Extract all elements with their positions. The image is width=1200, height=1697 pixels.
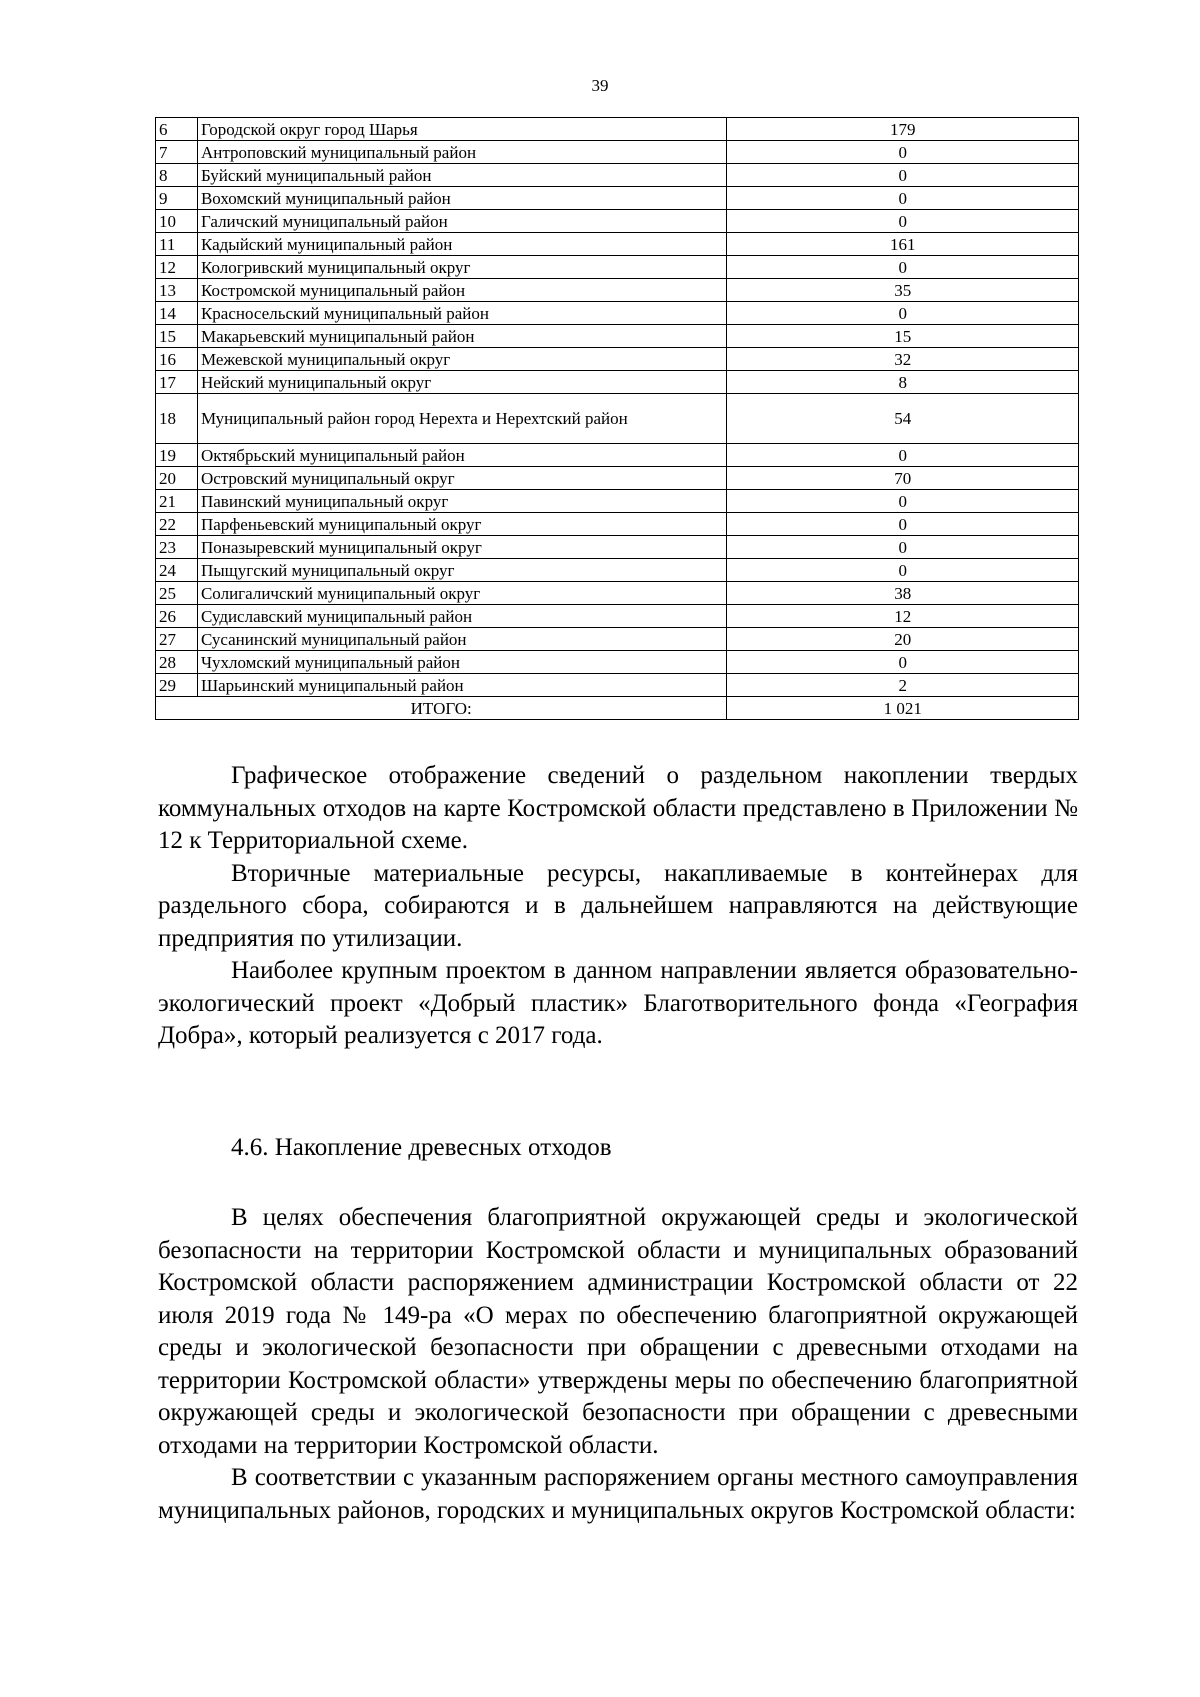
total-label-cell: ИТОГО: (156, 697, 727, 720)
row-number-cell: 17 (156, 371, 198, 394)
row-number-cell: 22 (156, 513, 198, 536)
table-row (156, 536, 1079, 559)
municipality-name-cell: Муниципальный район город Нерехта и Нерехтский район (197, 394, 726, 444)
table-row (156, 467, 1079, 490)
table-row (156, 628, 1079, 651)
value-cell: 0 (727, 513, 1079, 536)
value-cell: 0 (727, 164, 1079, 187)
row-number-cell: 11 (156, 233, 198, 256)
row-number-cell: 25 (156, 582, 198, 605)
municipality-name-cell: Костромской муниципальный район (197, 279, 726, 302)
paragraph-separate-collection-map: Графическое отображение сведений о раздельном накоплении твердых коммунальных отходов на карте Костромской области представлено в Приложении № 12 к Территориальной схеме. (158, 762, 1078, 854)
table-row (156, 651, 1079, 674)
value-cell: 0 (727, 141, 1079, 164)
total-value-cell: 1 021 (727, 697, 1079, 720)
row-number-cell: 12 (156, 256, 198, 279)
table-row (156, 605, 1079, 628)
value-cell: 2 (727, 674, 1079, 697)
row-number-cell: 29 (156, 674, 198, 697)
table-row (156, 348, 1079, 371)
page-number: 39 (591, 76, 609, 95)
row-number-cell: 14 (156, 302, 198, 325)
row-number-cell: 16 (156, 348, 198, 371)
table-row (156, 371, 1079, 394)
paragraph-wood-waste-order: В целях обеспечения благоприятной окружающей среды и экологической безопасности на территории Костромской области и муниципальных образований Костромской области распоряжением администрации Костромской области от 22 июля 2019 года № 149-ра «О мерах по обеспечению благоприятной окружающей среды и экологической безопасности при обращении с древесными отходами на территории Костромской области» утверждены меры по обеспечению благоприятной окружающей среды и экологической безопасности при обращении с древесными отходами на территории Костромской области. (158, 1204, 1078, 1459)
row-number-cell: 9 (156, 187, 198, 210)
value-cell: 15 (727, 325, 1079, 348)
municipality-name-cell: Шарьинский муниципальный район (197, 674, 726, 697)
text-block-lower (158, 1202, 1078, 1527)
municipality-name-cell: Судиславский муниципальный район (197, 605, 726, 628)
value-cell: 35 (727, 279, 1079, 302)
paragraph-dobry-plastik: Наиболее крупным проектом в данном направлении является образовательно-экологический проект «Добрый пластик» Благотворительного фонда «География Добра», который реализуется с 2017 года. (158, 957, 1078, 1049)
table-row (156, 210, 1079, 233)
row-number-cell: 6 (156, 118, 198, 141)
row-number-cell: 8 (156, 164, 198, 187)
table-row (156, 302, 1079, 325)
table-row (156, 187, 1079, 210)
value-cell: 54 (727, 394, 1079, 444)
municipality-name-cell: Вохомский муниципальный район (197, 187, 726, 210)
table-row (156, 490, 1079, 513)
table-row (156, 559, 1079, 582)
table-row (156, 444, 1079, 467)
municipality-name-cell: Антроповский муниципальный район (197, 141, 726, 164)
row-number-cell: 13 (156, 279, 198, 302)
municipality-name-cell: Парфеньевский муниципальный округ (197, 513, 726, 536)
municipality-name-cell: Чухломский муниципальный район (197, 651, 726, 674)
row-number-cell: 21 (156, 490, 198, 513)
row-number-cell: 19 (156, 444, 198, 467)
table-row (156, 118, 1079, 141)
section-heading: 4.6. Накопление древесных отходов (231, 1134, 612, 1161)
municipality-name-cell: Буйский муниципальный район (197, 164, 726, 187)
value-cell: 12 (727, 605, 1079, 628)
paragraph-local-authorities: В соответствии с указанным распоряжением органы местного самоуправления муниципальных районов, городских и муниципальных округов Костромской области: (158, 1464, 1078, 1524)
value-cell: 32 (727, 348, 1079, 371)
value-cell: 0 (727, 559, 1079, 582)
value-cell: 0 (727, 210, 1079, 233)
value-cell: 0 (727, 187, 1079, 210)
row-number-cell: 18 (156, 394, 198, 444)
row-number-cell: 7 (156, 141, 198, 164)
table-row (156, 256, 1079, 279)
table-row (156, 394, 1079, 444)
value-cell: 0 (727, 302, 1079, 325)
municipality-name-cell: Макарьевский муниципальный район (197, 325, 726, 348)
municipality-name-cell: Октябрьский муниципальный район (197, 444, 726, 467)
municipality-name-cell: Пыщугский муниципальный округ (197, 559, 726, 582)
municipality-name-cell: Кологривский муниципальный округ (197, 256, 726, 279)
municipality-name-cell: Островский муниципальный округ (197, 467, 726, 490)
row-number-cell: 15 (156, 325, 198, 348)
value-cell: 0 (727, 444, 1079, 467)
table-row (156, 513, 1079, 536)
text-block-upper (158, 760, 1078, 1053)
municipality-name-cell: Поназыревский муниципальный округ (197, 536, 726, 559)
table-total-row (156, 697, 1079, 720)
table-row (156, 582, 1079, 605)
table-row (156, 141, 1079, 164)
table-row (156, 325, 1079, 348)
value-cell: 20 (727, 628, 1079, 651)
paragraph-secondary-resources: Вторичные материальные ресурсы, накапливаемые в контейнерах для раздельного сбора, собираются и в дальнейшем направляются на действующие предприятия по утилизации. (158, 859, 1078, 952)
municipality-name-cell: Нейский муниципальный округ (197, 371, 726, 394)
table-body (156, 118, 1079, 720)
value-cell: 0 (727, 490, 1079, 513)
row-number-cell: 28 (156, 651, 198, 674)
municipality-name-cell: Красносельский муниципальный район (197, 302, 726, 325)
municipality-name-cell: Межевской муниципальный округ (197, 348, 726, 371)
data-table (155, 117, 1079, 720)
row-number-cell: 23 (156, 536, 198, 559)
table-row (156, 674, 1079, 697)
municipality-name-cell: Павинский муниципальный округ (197, 490, 726, 513)
row-number-cell: 27 (156, 628, 198, 651)
municipality-name-cell: Сусанинский муниципальный район (197, 628, 726, 651)
municipality-name-cell: Городской округ город Шарья (197, 118, 726, 141)
value-cell: 38 (727, 582, 1079, 605)
value-cell: 0 (727, 536, 1079, 559)
row-number-cell: 24 (156, 559, 198, 582)
municipality-name-cell: Кадыйский муниципальный район (197, 233, 726, 256)
table-row (156, 164, 1079, 187)
value-cell: 8 (727, 371, 1079, 394)
value-cell: 0 (727, 651, 1079, 674)
table-row (156, 279, 1079, 302)
municipality-name-cell: Галичский муниципальный район (197, 210, 726, 233)
municipality-name-cell: Солигаличский муниципальный округ (197, 582, 726, 605)
row-number-cell: 20 (156, 467, 198, 490)
value-cell: 161 (727, 233, 1079, 256)
table-row (156, 233, 1079, 256)
row-number-cell: 26 (156, 605, 198, 628)
value-cell: 0 (727, 256, 1079, 279)
value-cell: 70 (727, 467, 1079, 490)
row-number-cell: 10 (156, 210, 198, 233)
value-cell: 179 (727, 118, 1079, 141)
